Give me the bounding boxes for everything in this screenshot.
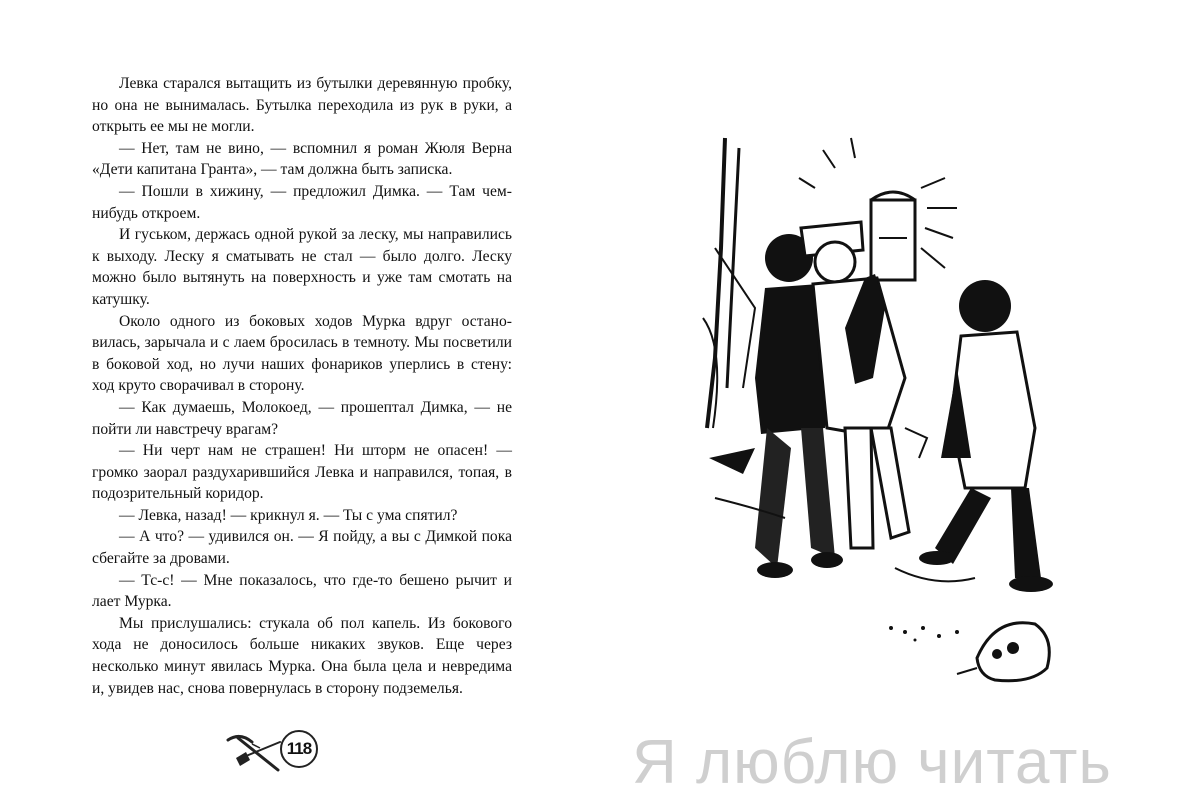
paragraph: — Как думаешь, Молокоед, — прошептал Димка, — не пойти ли навстречу врагам? xyxy=(92,398,512,438)
paragraph: Левка старался вытащить из бутылки деревянную пробку, но она не вынималась. Бутылка переходила из рук в руки, а открыть ее мы не могли. xyxy=(92,75,512,136)
page-footer xyxy=(222,730,322,778)
page-number: 118 xyxy=(280,730,318,768)
paragraph: — Нет, там не вино, — вспомнил я роман Жюля Верна «Дети капитана Гранта», — там должна быть записка. xyxy=(92,139,512,179)
paragraph: Около одного из боковых ходов Мурка вдруг остановилась, зарычала и с лаем бросилась в темноту. Мы посветили в боковой ход, но лучи наших фонариков уперлись в стену: ход круто сворачивал в сторону. xyxy=(92,312,512,395)
paragraph: Мы прислушались: стукала об пол капель. Из бокового хода не доносилось больше никаких звуков. Еще через несколько минут явилась Мурка. Она была цела и невредима и, увидев нас, снова повернулась в сторону подземелья. xyxy=(92,614,512,697)
paragraph: — Ни черт нам не страшен! Ни шторм не опасен! — громко заорал раздухарившийся Левка и направился, топая, в подозрительный коридор. xyxy=(92,442,512,503)
paragraph: — Тс-с! — Мне показалось, что где-то бешено рычит и лает Мурка. xyxy=(92,571,512,611)
right-page xyxy=(595,0,1190,805)
body-text xyxy=(92,73,512,699)
paragraph: — Пошли в хижину, — предложил Димка. — Там чем-нибудь откроем. xyxy=(92,182,512,222)
boys-with-lantern-illustration xyxy=(695,128,1075,708)
paragraph: И гуськом, держась одной рукой за леску, мы направились к выходу. Леску я сматывать не стал — было долго. Леску можно было вытянуть на поверхность и уже там смотать на катушку. xyxy=(92,226,512,308)
paragraph: — Левка, назад! — крикнул я. — Ты с ума спятил? xyxy=(119,506,458,524)
watermark: Я люблю читать xyxy=(632,728,1112,797)
paragraph: — А что? — удивился он. — Я пойду, а вы с Димкой пока сбегайте за дровами. xyxy=(92,528,512,568)
